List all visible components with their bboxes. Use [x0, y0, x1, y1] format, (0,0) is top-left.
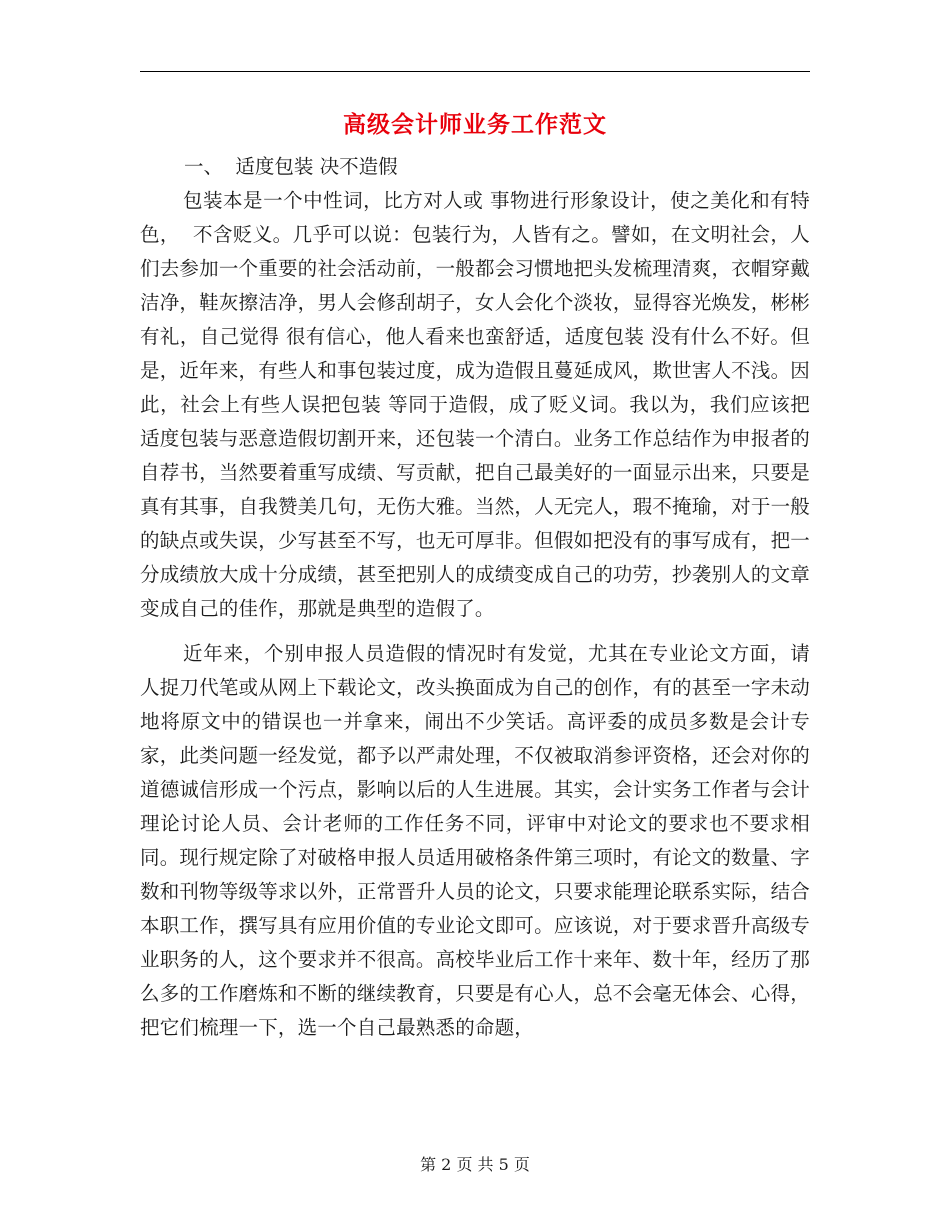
header-rule	[140, 71, 810, 72]
paragraph-1: 包装本是一个中性词，比方对人或 事物进行形象设计，使之美化和有特色， 不含贬义。几乎可以说：包装行为，人皆有之。譬如，在文明社会，人们去参加一个重要的社会活动前，一般都会习惯地把头发梳理清爽，衣帽穿戴洁净，鞋灰擦洁净，男人会修刮胡子，女人会化个淡妆，显得容光焕发，彬彬有礼，自己觉得 很有信心，他人看来也蛮舒适，适度包装 没有什么不好。但是，近年来，有些人和事包装过度，成为造假且蔓延成风，欺世害人不浅。因此，社会上有些人误把包装 等同于造假，成了贬义词。我以为，我们应该把适度包装与恶意造假切割开来，还包装一个清白。业务工作总结作为申报者的自荐书，当然要着重写成绩、写贡献，把自己最美好的一面显示出来，只要是真有其事，自我赞美几句，无伤大雅。当然，人无完人，瑕不掩瑜，对于一般的缺点或失误，少写甚至不写，也无可厚非。但假如把没有的事写成有，把一分成绩放大成十分成绩，甚至把别人的成绩变成自己的功劳，抄袭别人的文章变成自己的佳作，那就是典型的造假了。	[140, 189, 810, 620]
section-heading: 一、 适度包装 决不造假	[184, 155, 398, 178]
document-title: 高级会计师业务工作范文	[343, 111, 607, 138]
document-body	[140, 150, 810, 1045]
page-footer: 第 2 页 共 5 页	[420, 1155, 530, 1174]
paragraph-2: 近年来，个别申报人员造假的情况时有发觉，尤其在专业论文方面，请人捉刀代笔或从网上下载论文，改头换面成为自己的创作，有的甚至一字未动地将原文中的错误也一并拿来，闹出不少笑话。高评委的成员多数是会计专家，此类问题一经发觉，都予以严肃处理，不仅被取消参评资格，还会对你的道德诚信形成一个污点，影响以后的人生进展。其实，会计实务工作者与会计理论讨论人员、会计老师的工作任务不同，评审中对论文的要求也不要求相同。现行规定除了对破格申报人员适用破格条件第三项时，有论文的数量、字数和刊物等级等求以外，正常晋升人员的论文，只要求能理论联系实际，结合本职工作，撰写具有应用价值的专业论文即可。应该说，对于要求晋升高级专业职务的人，这个要求并不很高。高校毕业后工作十来年、数十年，经历了那么多的工作磨炼和不断的继续教育，只要是有心人，总不会毫无体会、心得，把它们梳理一下，选一个自己最熟悉的命题，	[140, 642, 810, 1039]
